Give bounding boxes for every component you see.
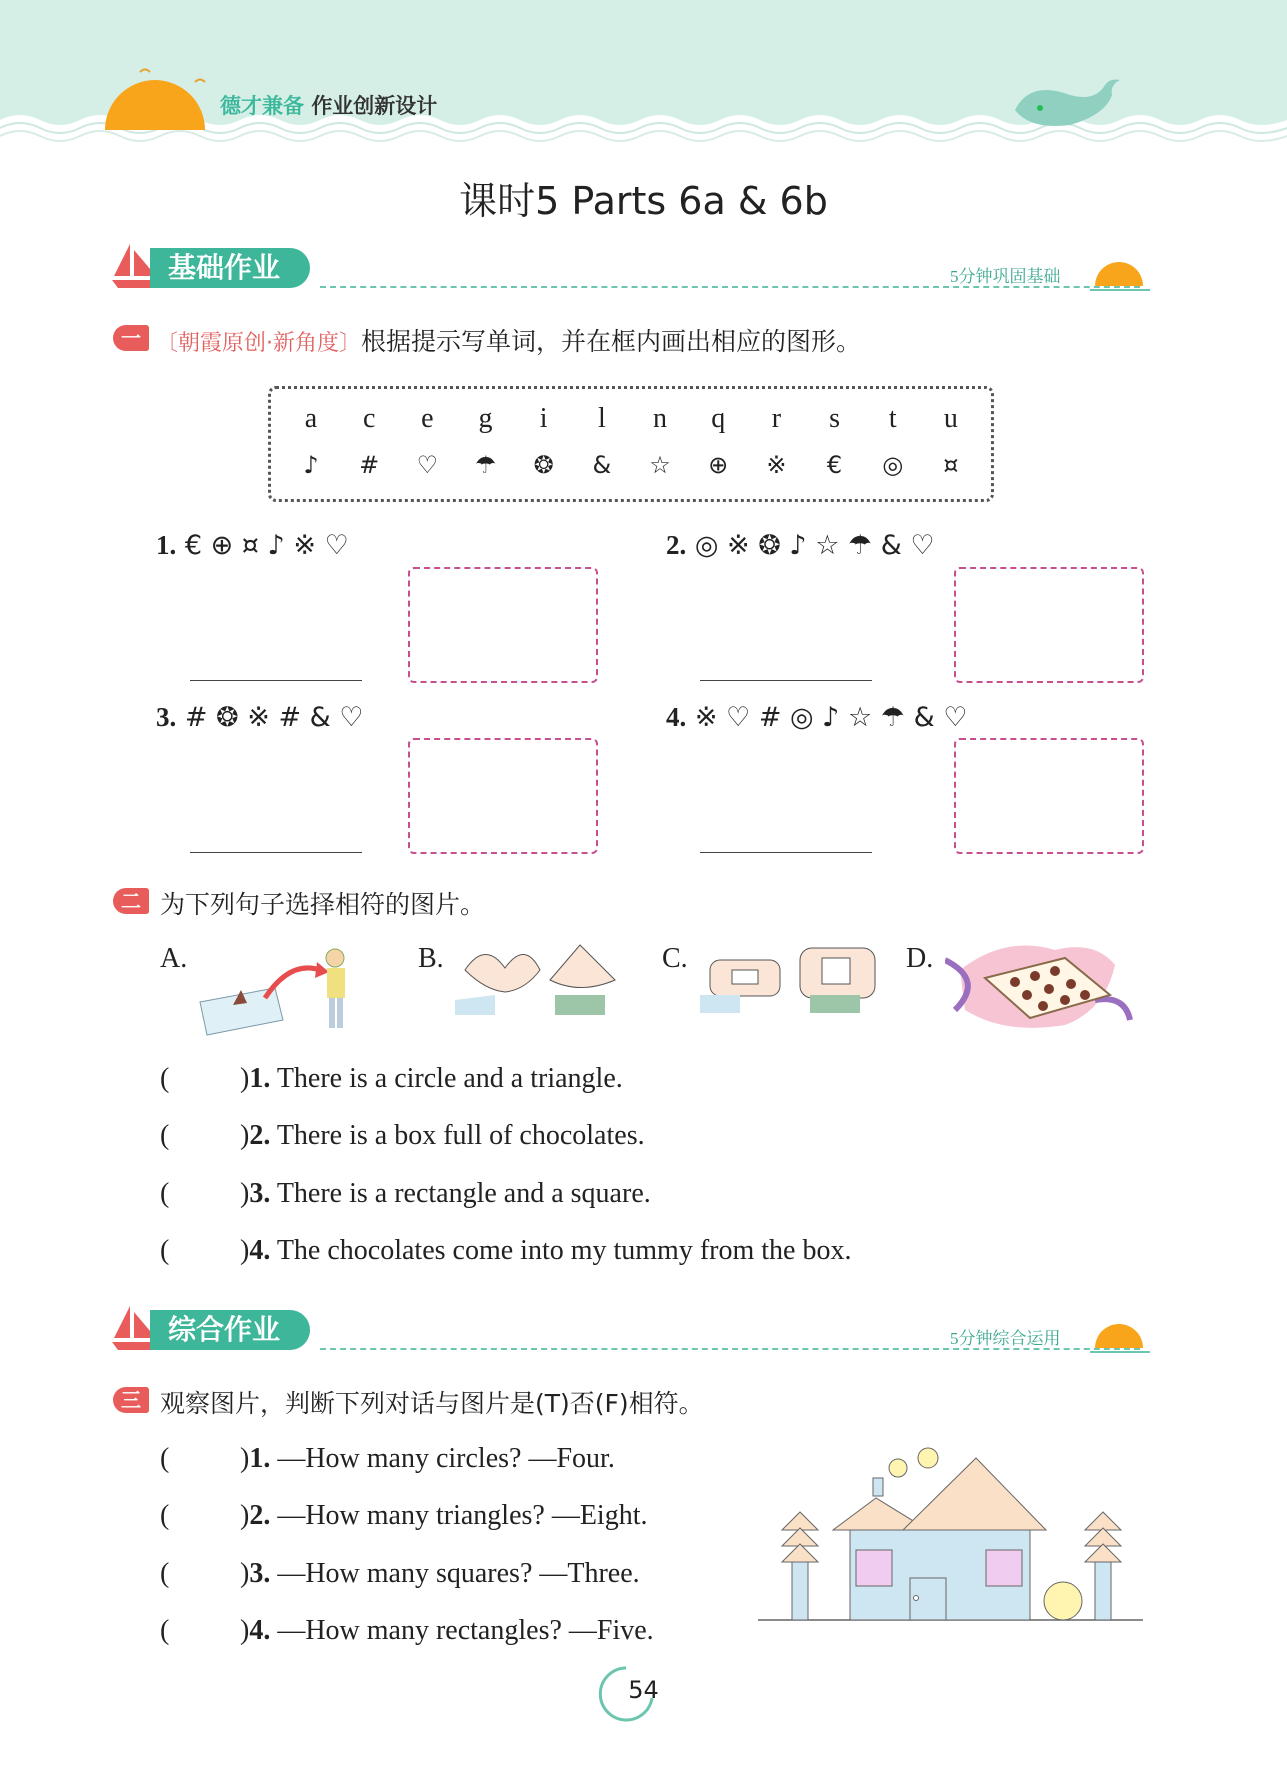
answer-paren-close: ) [240, 1443, 250, 1474]
option-d-image [945, 940, 1135, 1030]
q1-item-code: ※ ♡ # ◎ ♪ ☆ ☂ & ♡ [694, 702, 968, 733]
q2-sentence-2 [240, 1120, 645, 1152]
answer-blank[interactable] [180, 1503, 240, 1533]
q2-instruction: 为下列句子选择相符的图片。 [160, 890, 486, 919]
code-letter: s [829, 403, 840, 434]
q3-instruction: 观察图片，判断下列对话与图片是(T)否(F)相符。 [160, 1389, 704, 1418]
q1-item-num: 4. [666, 702, 687, 732]
q1-item-num: 2. [666, 530, 687, 560]
whale-icon [1010, 70, 1130, 135]
answer-paren-close: ) [240, 1558, 250, 1589]
q1-number: 一 [113, 325, 149, 351]
page-number: 54 [628, 1676, 659, 1704]
option-c-image [700, 940, 880, 1015]
q3-sentence-1 [240, 1443, 615, 1475]
q1-instruction: 根据提示写单词，并在框内画出相应的图形。 [361, 327, 862, 356]
answer-blank[interactable] [180, 1446, 240, 1476]
code-letter: t [888, 403, 897, 434]
q1-item-num: 3. [156, 702, 177, 732]
answer-paren-open: ( [160, 1235, 170, 1266]
q2-sentence-4 [240, 1235, 851, 1267]
answer-paren-close: ) [240, 1120, 250, 1151]
option-a-label: A. [160, 943, 188, 974]
small-sun-icon [1090, 1314, 1150, 1354]
code-symbol: ♡ [416, 451, 439, 479]
code-symbol: € [826, 451, 843, 479]
code-letters-row [291, 403, 971, 435]
answer-paren-open: ( [160, 1443, 170, 1474]
q1-header [156, 322, 861, 358]
drawing-box[interactable] [408, 567, 598, 683]
section-comprehensive-right-tag: 5分钟综合运用 [950, 1329, 1061, 1348]
answer-paren-open: ( [160, 1120, 170, 1151]
answer-paren-close: ) [240, 1063, 250, 1094]
answer-blank[interactable] [180, 1561, 240, 1591]
answer-line[interactable] [190, 680, 362, 681]
sentence-num: 3. [249, 1178, 271, 1209]
code-symbol: # [359, 451, 380, 479]
sentence-text: There is a rectangle and a square. [276, 1178, 651, 1209]
sentence-text: —How many circles? —Four. [277, 1443, 615, 1474]
answer-line[interactable] [190, 852, 362, 853]
drawing-box[interactable] [954, 738, 1144, 854]
q1-item-code: € ⊕ ¤ ♪ ※ ♡ [184, 530, 349, 561]
q1-item-4 [666, 702, 967, 733]
answer-blank[interactable] [180, 1181, 240, 1211]
code-letter: c [362, 403, 376, 434]
answer-paren-close: ) [240, 1615, 250, 1646]
q1-item-3 [156, 702, 364, 733]
answer-paren-close: ) [240, 1235, 250, 1266]
answer-paren-open: ( [160, 1178, 170, 1209]
sentence-num: 4. [249, 1235, 271, 1266]
sentence-num: 1. [249, 1063, 271, 1094]
answer-paren-open: ( [160, 1063, 170, 1094]
answer-paren-close: ) [240, 1500, 250, 1531]
code-letter: a [304, 403, 318, 434]
house-picture [758, 1440, 1143, 1625]
brand-part2: 作业创新设计 [311, 94, 438, 118]
answer-paren-open: ( [160, 1558, 170, 1589]
code-letter: q [711, 403, 726, 434]
q1-item-code: # ❂ ※ # & ♡ [184, 702, 364, 733]
q2-sentence-3 [240, 1178, 651, 1210]
code-letter: n [653, 403, 668, 434]
q2-sentence-1 [240, 1063, 623, 1095]
code-letter: g [478, 403, 493, 434]
code-symbols-row [291, 451, 971, 479]
answer-blank[interactable] [180, 1238, 240, 1268]
option-d-label: D. [906, 943, 934, 974]
small-sun-icon [1090, 252, 1150, 292]
sentence-num: 2. [249, 1120, 271, 1151]
code-symbol: ☂ [474, 451, 497, 479]
answer-paren-open: ( [160, 1615, 170, 1646]
option-b-image [455, 940, 625, 1015]
q3-sentence-2 [240, 1500, 647, 1532]
sentence-text: —How many rectangles? —Five. [277, 1615, 654, 1646]
sentence-num: 2. [249, 1500, 271, 1531]
answer-line[interactable] [700, 852, 872, 853]
q1-item-2 [666, 530, 935, 561]
q3-sentence-3 [240, 1558, 640, 1590]
option-a-image [195, 940, 355, 1040]
code-table [268, 386, 994, 502]
sun-icon [100, 60, 210, 130]
q3-sentence-4 [240, 1615, 654, 1647]
code-symbol: ♪ [303, 451, 319, 479]
code-letter: u [943, 403, 958, 434]
q1-source: 〔朝霞原创·新角度〕 [156, 331, 361, 356]
answer-blank[interactable] [180, 1618, 240, 1648]
sentence-text: There is a circle and a triangle. [276, 1063, 623, 1094]
q2-number: 二 [113, 888, 149, 914]
sentence-text: —How many squares? —Three. [277, 1558, 640, 1589]
page-title: 课时5 Parts 6a & 6b [459, 179, 828, 223]
answer-line[interactable] [700, 680, 872, 681]
answer-blank[interactable] [180, 1123, 240, 1153]
q1-item-num: 1. [156, 530, 177, 560]
brand-part1: 德才兼备 [220, 94, 304, 118]
code-letter: i [539, 403, 548, 434]
answer-paren-close: ) [240, 1178, 250, 1209]
section-basic-right-tag: 5分钟巩固基础 [950, 267, 1061, 286]
code-symbol: ☆ [649, 451, 671, 479]
code-symbol: ❂ [533, 451, 554, 479]
code-letter: r [771, 403, 782, 434]
sentence-num: 4. [249, 1615, 271, 1646]
section-comprehensive-label: 综合作业 [150, 1310, 310, 1350]
q3-number: 三 [113, 1387, 149, 1413]
q1-item-1 [156, 530, 349, 561]
code-letter: l [597, 403, 606, 434]
code-symbol: & [592, 451, 612, 479]
code-symbol: ¤ [943, 451, 959, 479]
section-basic-label: 基础作业 [150, 248, 310, 288]
code-symbol: ⊕ [708, 451, 729, 479]
drawing-box[interactable] [408, 738, 598, 854]
answer-blank[interactable] [180, 1066, 240, 1096]
code-symbol: ◎ [882, 451, 904, 479]
sentence-text: —How many triangles? —Eight. [277, 1500, 648, 1531]
q1-item-code: ◎ ※ ❂ ♪ ☆ ☂ & ♡ [694, 530, 935, 561]
code-symbol: ※ [766, 451, 787, 479]
option-b-label: B. [418, 943, 444, 974]
sentence-num: 3. [249, 1558, 271, 1589]
sentence-text: There is a box full of chocolates. [276, 1120, 645, 1151]
drawing-box[interactable] [954, 567, 1144, 683]
code-letter: e [421, 403, 434, 434]
option-c-label: C. [662, 943, 688, 974]
sentence-text: The chocolates come into my tummy from the box. [276, 1235, 852, 1266]
answer-paren-open: ( [160, 1500, 170, 1531]
sentence-num: 1. [249, 1443, 271, 1474]
brand [220, 90, 437, 120]
